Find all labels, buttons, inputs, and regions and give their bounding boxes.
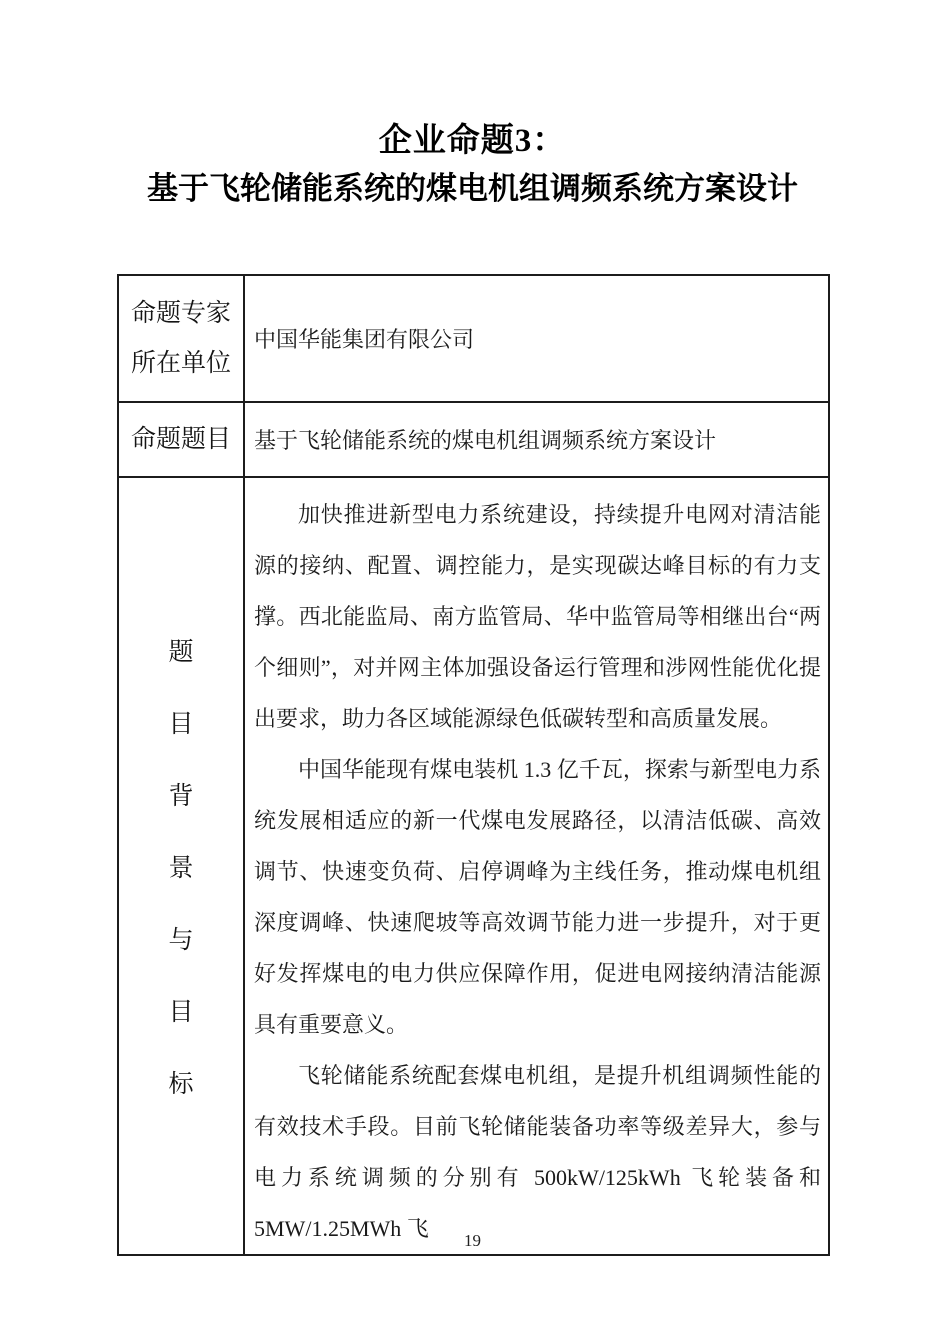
doc-title — [0, 118, 945, 212]
row-label-expert-unit — [118, 275, 244, 402]
title-line-1: 企业命题3： — [378, 123, 567, 159]
row-value-expert-unit: 中国华能集团有限公司 — [244, 275, 829, 402]
label-char: 目 — [168, 999, 194, 1026]
label-char: 标 — [168, 1071, 194, 1098]
label-char: 与 — [168, 927, 194, 954]
row-label-topic-title — [118, 402, 244, 477]
vertical-label — [120, 632, 242, 1100]
proposition-table — [117, 274, 830, 1256]
title-line-2: 基于飞轮储能系统的煤电机组调频系统方案设计 — [147, 171, 798, 206]
table-row-topic-title — [118, 402, 829, 477]
label-line: 命题专家 — [130, 299, 231, 327]
row-value-topic-title: 基于飞轮储能系统的煤电机组调频系统方案设计 — [244, 402, 829, 477]
label-char: 题 — [168, 639, 194, 666]
background-paragraph-2: 中国华能现有煤电装机 1.3 亿千瓦，探索与新型电力系统发展相适应的新一代煤电发展路径，以清洁低碳、高效调节、快速变负荷、启停调峰为主线任务，推动煤电机组深度调峰、快速爬坡等高效调节能力进一步提升，对于更好发挥煤电的电力供应保障作用，促进电网接纳清洁能源具有重要意义。 — [254, 757, 821, 1037]
background-paragraph-1: 加快推进新型电力系统建设，持续提升电网对清洁能源的接纳、配置、调控能力，是实现碳达峰目标的有力支撑。西北能监局、南方监管局、华中监管局等相继出台“两个细则”，对并网主体加强设备运行管理和涉网性能优化提出要求，助力各区域能源绿色低碳转型和高质量发展。 — [254, 502, 821, 731]
label-char: 景 — [168, 855, 194, 882]
label-char: 目 — [168, 711, 194, 738]
row-value-background-goals — [244, 477, 829, 1255]
table-row-expert-unit — [118, 275, 829, 402]
row-label-background-goals — [118, 477, 244, 1255]
label-line: 所在单位 — [130, 349, 231, 377]
label-line: 命题题目 — [130, 425, 231, 453]
page-number: 19 — [464, 1231, 481, 1250]
table-row-background-goals — [118, 477, 829, 1255]
label-char: 背 — [168, 783, 194, 810]
background-paragraph-3: 飞轮储能系统配套煤电机组，是提升机组调频性能的有效技术手段。目前飞轮储能装备功率等级差异大，参与电力系统调频的分别有 500kW/125kWh 飞轮装备和 5MW/1.25MWh 飞 — [254, 1063, 821, 1241]
